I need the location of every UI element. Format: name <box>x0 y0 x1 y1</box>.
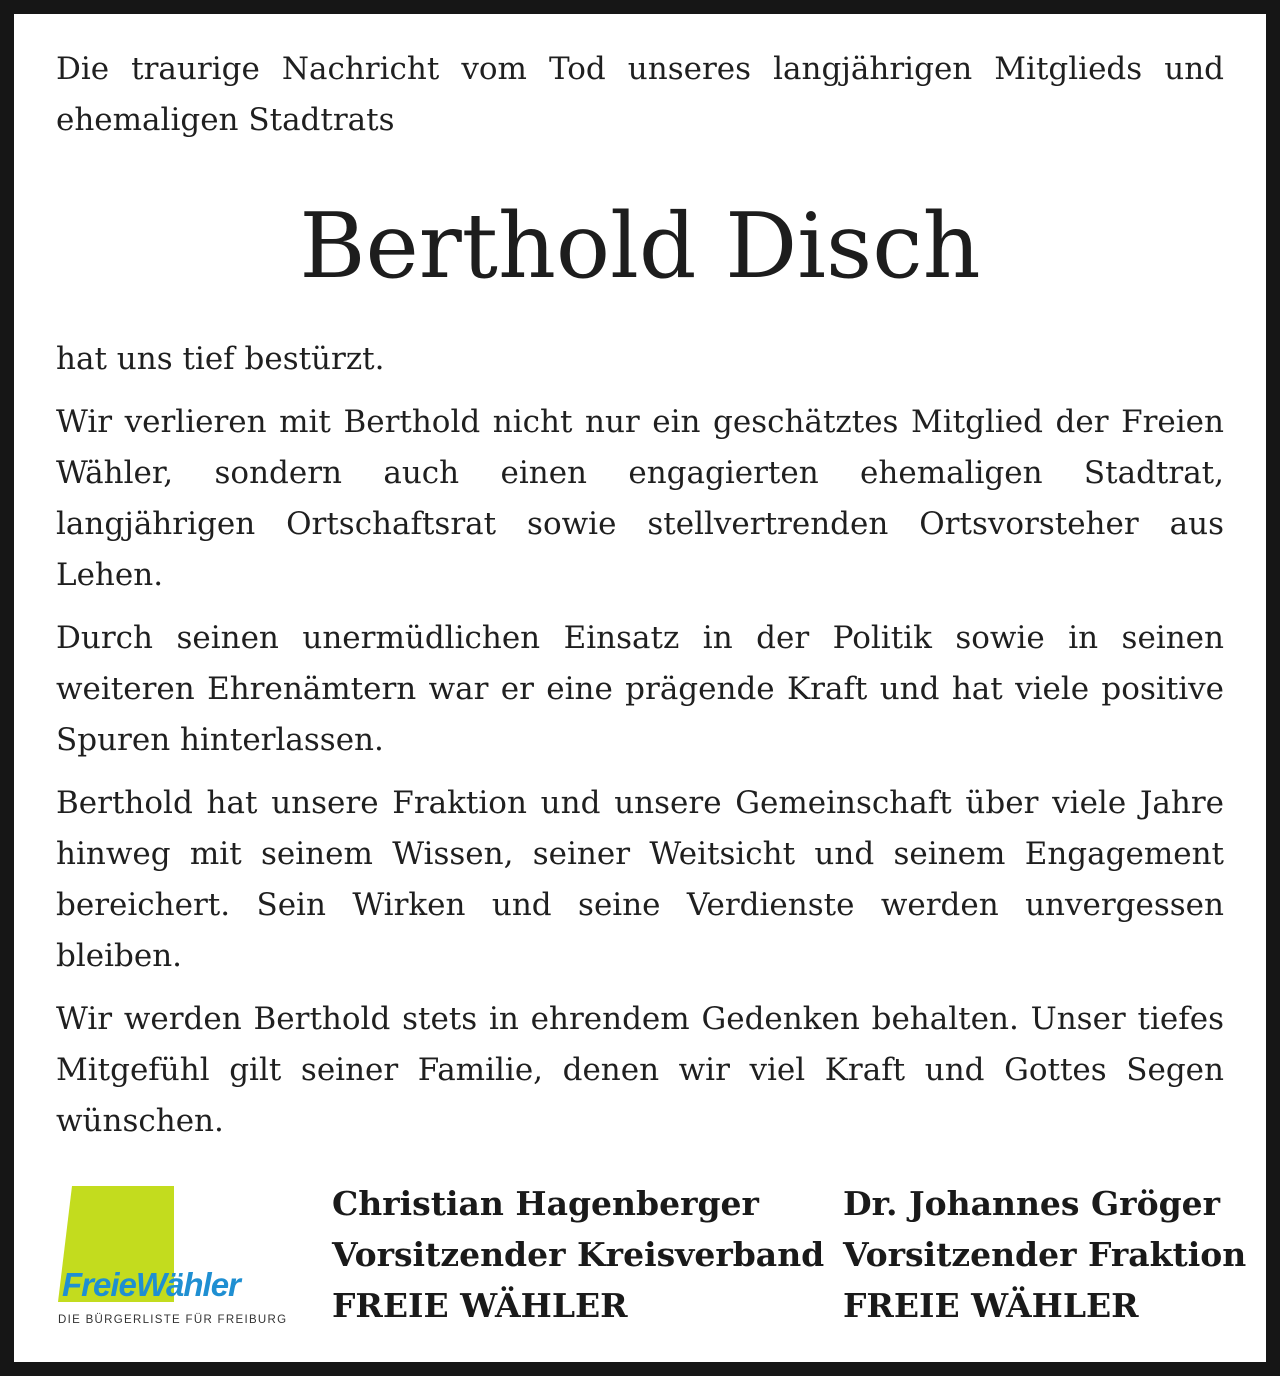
paragraph-4: Berthold hat unsere Fraktion und unsere Gemeinschaft über viele Jahre hinweg mit seinem Wissen, seiner Weitsicht und seinem Engagement bereichert. Sein Wirken und seine Verdienste werden unvergessen bleiben. <box>56 785 1224 974</box>
logo-wordmark-part2: Wähler <box>135 1266 240 1303</box>
signatory-left-name: Christian Hagenberger <box>332 1184 759 1223</box>
paragraph-2: Wir verlieren mit Berthold nicht nur ein geschätztes Mitglied der Freien Wähler, sondern auch einen engagierten ehemaligen Stadtrat, langjährigen Ortschaftsrat sowie stellvertrenden Ortsvorsteher aus Lehen. <box>56 404 1224 593</box>
signatory-left-org: FREIE WÄHLER <box>332 1286 628 1325</box>
paragraph-3: Durch seinen unermüdlichen Einsatz in der Politik sowie in seinen weiteren Ehrenämtern war er eine prägende Kraft und hat viele positive Spuren hinterlassen. <box>56 620 1224 758</box>
signatory-right <box>843 1178 1246 1331</box>
signatory-right-org: FREIE WÄHLER <box>843 1286 1139 1325</box>
paragraph-5: Wir werden Berthold stets in ehrendem Gedenken behalten. Unser tiefes Mitgefühl gilt seiner Familie, denen wir viel Kraft und Gottes Segen wünschen. <box>56 1001 1224 1139</box>
notice-body <box>56 334 1224 1159</box>
notice-content <box>56 44 1224 1139</box>
paragraph-1: hat uns tief bestürzt. <box>56 341 385 377</box>
logo-wordmark <box>62 1266 243 1303</box>
signatory-left <box>332 1178 824 1331</box>
deceased-name: Berthold Disch <box>299 194 981 299</box>
signatory-right-role: Vorsitzender Fraktion <box>843 1235 1247 1274</box>
freie-waehler-logo <box>56 1184 296 1329</box>
logo-tagline: DIE BÜRGERLISTE FÜR FREIBURG <box>58 1314 288 1326</box>
signatory-left-role: Vorsitzender Kreisverband <box>332 1235 825 1274</box>
intro-text: Die traurige Nachricht vom Tod unseres langjährigen Mitglieds und ehemaligen Stadtrats <box>56 51 1224 138</box>
signatory-right-name: Dr. Johannes Gröger <box>843 1184 1221 1223</box>
logo-wordmark-part1: Freie <box>62 1266 136 1303</box>
